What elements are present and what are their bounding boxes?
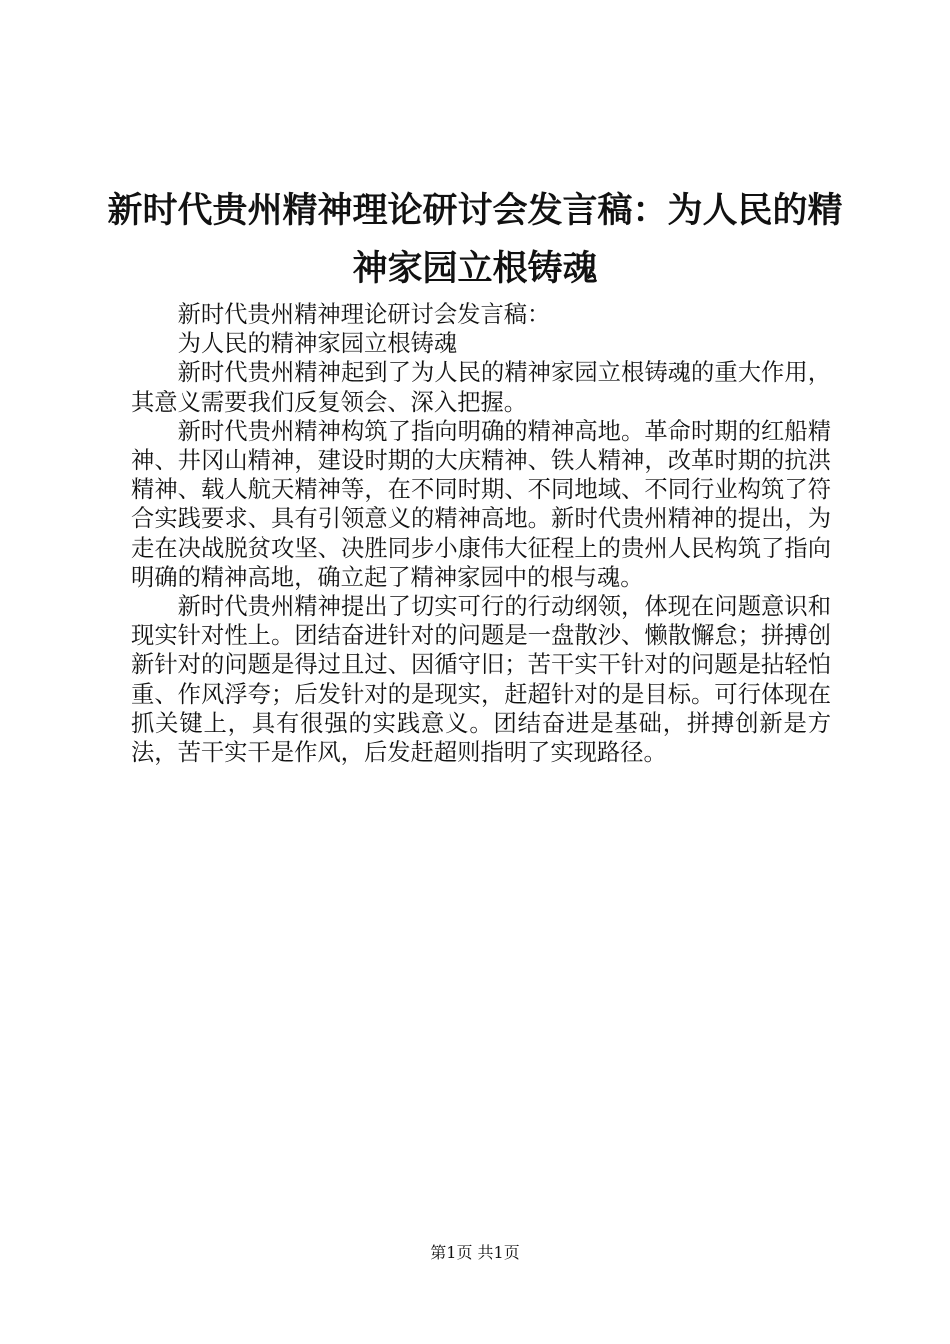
document-title: 新时代贵州精神理论研讨会发言稿：为人民的精神家园立根铸魂	[107, 190, 843, 289]
document-body	[131, 300, 831, 767]
page-footer: 第1页 共1页	[430, 1243, 520, 1262]
paragraph: 新时代贵州精神理论研讨会发言稿：	[177, 301, 551, 328]
paragraph: 新时代贵州精神构筑了指向明确的精神高地。革命时期的红船精神、井冈山精神，建设时期的大庆精神、铁人精神，改革时期的抗洪精神、载人航天精神等，在不同时期、不同地域、不同行业构筑了符合实践要求、具有引领意义的精神高地。新时代贵州精神的提出，为走在决战脱贫攻坚、决胜同步小康伟大征程上的贵州人民构筑了指向明确的精神高地，确立起了精神家园中的根与魂。	[131, 417, 831, 591]
paragraph: 新时代贵州精神提出了切实可行的行动纲领，体现在问题意识和现实针对性上。团结奋进针对的问题是一盘散沙、懒散懈怠；拼搏创新针对的问题是得过且过、因循守旧；苦干实干针对的问题是拈轻怕重、作风浮夸；后发针对的是现实，赶超针对的是目标。可行体现在抓关键上，具有很强的实践意义。团结奋进是基础，拼搏创新是方法，苦干实干是作风，后发赶超则指明了实现路径。	[131, 593, 831, 767]
paragraph: 为人民的精神家园立根铸魂	[177, 330, 458, 358]
paragraph: 新时代贵州精神起到了为人民的精神家园立根铸魂的重大作用，其意义需要我们反复领会、深入把握。	[131, 359, 831, 416]
